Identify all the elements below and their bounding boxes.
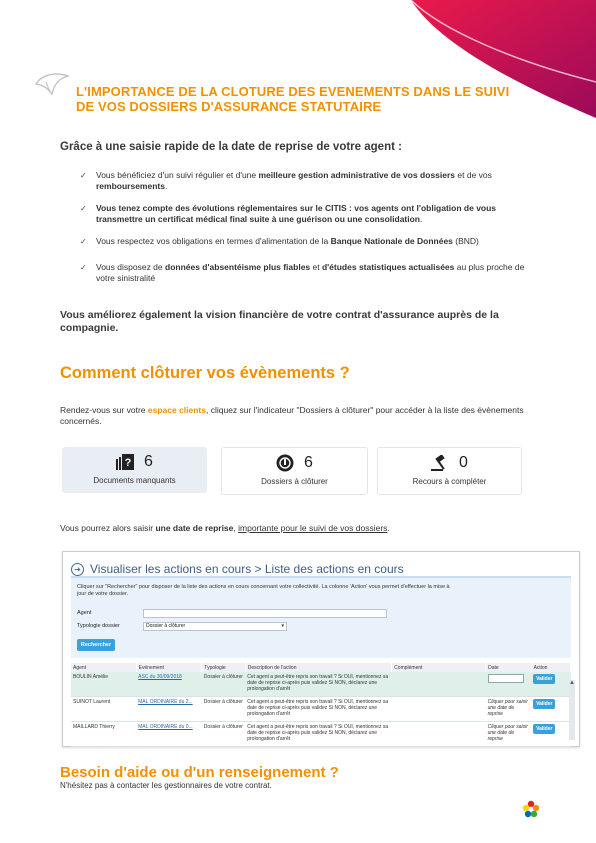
date-prompt[interactable]: Cliquer pour saisir une date de reprise [486, 697, 531, 722]
validate-button[interactable]: Valider [533, 699, 555, 709]
chevron-down-icon: ▾ [281, 623, 284, 629]
leaf-logo-icon [34, 70, 70, 96]
validate-button[interactable]: Valider [533, 674, 555, 684]
card-files-to-close[interactable]: 6 Dossiers à clôturer [221, 447, 368, 495]
actions-table [71, 663, 571, 747]
howto-text: Rendez-vous sur votre espace clients, cliquez sur l'indicateur "Dossiers à clôturer" pour accéder à la liste des évènements concernés. [60, 405, 524, 426]
date-instruction: Vous pourrez alors saisir une date de reprise, importante pour le suivi de vos dossiers. [60, 523, 390, 533]
table-row: MAILLARD Thierry MAL ORDINAIRE du 0... Dossier à clôturer Cet agent a peut-être repris son travail ? Si OUI, mentionnez sa date de reprise ci-après puis validez Si NON, déclarez une prolongation d'arrêt Cliquer pour saisir une date de reprise Valider [71, 722, 571, 747]
search-panel [71, 576, 571, 658]
intro-lead: Grâce à une saisie rapide de la date de reprise de votre agent : [60, 141, 402, 153]
search-button[interactable]: Rechercher [77, 639, 115, 651]
close-file-icon [276, 454, 294, 472]
table-row: SUINOT Laurent MAL ORDINAIRE du 2... Dossier à clôturer Cet agent a peut-être repris son travail ? Si OUI, mentionnez sa date de reprise ci-après puis validez Si NON, déclarez une prolongation d'arrêt Cliquer pour saisir une date de reprise Valider [71, 697, 571, 722]
card-appeals-to-complete[interactable]: 0 Recours à compléter [377, 447, 522, 495]
agent-input[interactable] [143, 609, 387, 618]
closing-statement: Vous améliorez également la vision financière de votre contrat d'assurance auprès de la compagnie. [60, 309, 499, 334]
table-header-row: Agent Evénement Typologie Description de l'action Complément Date Action [71, 663, 571, 672]
page-title: L'IMPORTANCE DE LA CLOTURE DES EVENEMENTS DANS LE SUIVI DE VOS DOSSIERS D'ASSURANCE STATUTAIRE [76, 84, 510, 114]
client-space-link[interactable]: espace clients [147, 405, 206, 415]
checkmark-icon: ✓ [80, 263, 87, 272]
search-description: Cliquer sur "Rechercher" pour disposer de la liste des actions en cours concernant votre collectivité. La colonne 'Action' vous permet d'effectuer la mise à jour de votre dossier. [77, 584, 450, 597]
event-link[interactable]: ASC du 30/09/2018 [138, 674, 182, 680]
checkmark-icon: ✓ [80, 237, 87, 246]
table-scrollbar[interactable] [569, 680, 575, 740]
checkmark-icon: ✓ [80, 171, 87, 180]
event-link[interactable]: MAL ORDINAIRE du 0... [138, 724, 193, 730]
type-select[interactable]: Dossier à clôturer ▾ [143, 622, 287, 631]
type-label: Typologie dossier [77, 623, 120, 629]
date-input[interactable] [488, 674, 524, 683]
missing-document-icon [116, 454, 134, 470]
benefit-item: ✓ Vous respectez vos obligations en termes d'alimentation de la Banque Nationale de Données (BND) [80, 236, 479, 246]
benefit-item: ✓ Vous tenez compte des évolutions réglementaires sur le CITIS : vos agents ont l'obligation de vous transmettre un certificat médical final suite à une guérison ou une consolidation. [80, 203, 497, 224]
benefit-item: ✓ Vous bénéficiez d'un suivi régulier et d'une meilleure gestion administrative de vos dossiers et de vos remboursements. [80, 170, 492, 191]
gavel-icon [431, 455, 449, 471]
flower-logo-icon [522, 800, 540, 818]
svg-text:?: ? [124, 456, 132, 469]
actions-screenshot [62, 551, 580, 747]
howto-heading: Comment clôturer vos évènements ? [60, 364, 350, 382]
scroll-up-icon[interactable]: ▲ [569, 680, 575, 686]
validate-button[interactable]: Valider [533, 724, 555, 734]
agent-label: Agent [77, 610, 92, 616]
date-prompt[interactable]: Cliquer pour saisir une date de reprise [486, 722, 531, 747]
screenshot-header: ➔ Visualiser les actions en cours > Liste des actions en cours [71, 562, 404, 576]
checkmark-icon: ✓ [80, 204, 87, 213]
help-heading: Besoin d'aide ou d'un renseignement ? [60, 764, 339, 781]
arrow-circle-icon: ➔ [71, 563, 84, 576]
benefits-list [80, 170, 530, 284]
table-row: BOULIN Amélie ASC du 30/09/2018 Dossier à clôturer Cet agent a peut-être repris son travail ? Si OUI, mentionnez sa date de reprise ci-après puis validez Si NON, déclarez une prolongation d'arrêt Valider [71, 672, 571, 697]
event-link[interactable]: MAL ORDINAIRE du 2... [138, 699, 193, 705]
benefit-item: ✓ Vous disposez de données d'absentéisme plus fiables et d'études statistiques actualisées au plus proche de votre sinistralité [80, 262, 525, 283]
help-text: N'hésitez pas à contacter les gestionnaires de votre contrat. [60, 781, 272, 790]
card-missing-documents[interactable]: ? 6 Documents manquants [62, 447, 207, 493]
